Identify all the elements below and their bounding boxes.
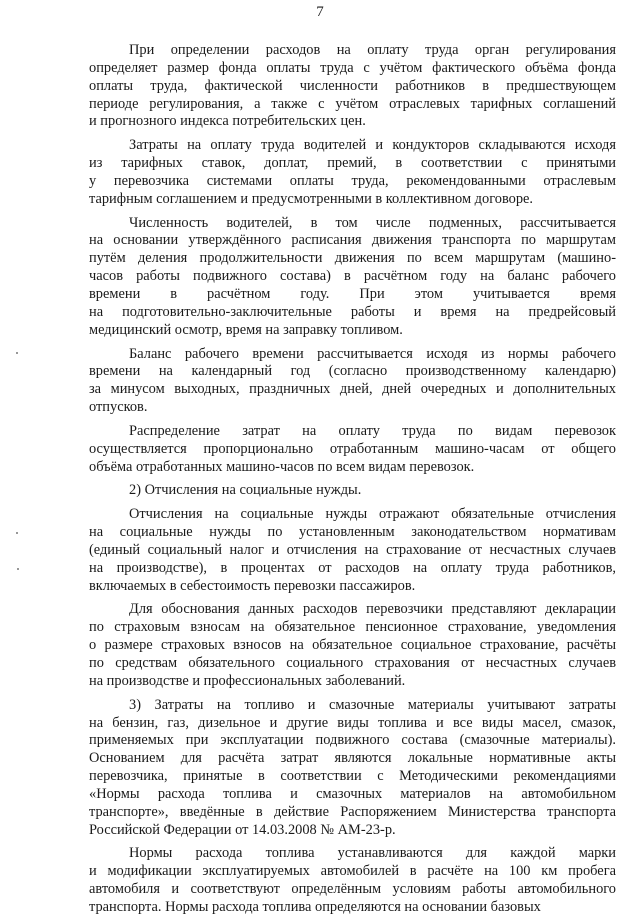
text-line: транспорте», введённые в действие Распоряжением Министерства транспорта <box>89 803 616 820</box>
scan-speck <box>16 352 18 354</box>
text-line: Основанием для расчёта затрат являются локальные нормативные акты <box>89 750 616 767</box>
text-line: часов работы подвижного состава) в расчётном году на баланс рабочего <box>89 268 616 285</box>
paragraph <box>89 42 616 131</box>
text-line: на подготовительно-заключительные работы и время на предрейсовый <box>89 303 616 320</box>
text-line: путём деления продолжительности движения по всем маршрутам (машино- <box>89 250 616 267</box>
text-line: на основании утверждённого расписания движения транспорта по маршрутам <box>89 232 616 249</box>
text-line: Распределение затрат на оплату труда по видам перевозок <box>129 422 616 439</box>
text-line: «Нормы расхода топлива и смазочных материалов на автомобильном <box>89 785 616 802</box>
text-line: автомобиля и соответствуют определённым условиям работы автомобильного <box>89 881 616 898</box>
text-line: объёма отработанных машино-часов по всем видам перевозок. <box>89 458 475 475</box>
text-line: и модификации эксплуатируемых автомобилей в расчёте на 100 км пробега <box>89 863 616 880</box>
text-line: у перевозчика системами оплаты труда, рекомендованными отраслевым <box>89 172 616 189</box>
paragraph <box>89 137 616 208</box>
text-line: 3) Затраты на топливо и смазочные материалы учитывают затраты <box>129 696 616 713</box>
text-line: применяемых при эксплуатации подвижного состава (смазочные материалы). <box>89 732 616 749</box>
text-line: из тарифных ставок, доплат, премий, в соответствии с принятыми <box>89 155 616 172</box>
paragraph <box>89 601 616 690</box>
text-line: времени в расчётном году. При этом учитывается время <box>89 285 616 302</box>
paragraph <box>89 506 616 595</box>
paragraph <box>89 346 616 417</box>
text-line: по страховым взносам на обязательное пенсионное страхование, уведомления <box>89 619 616 636</box>
document-body <box>89 42 616 917</box>
paragraph <box>89 845 616 916</box>
text-line: Численность водителей, в том числе подменных, рассчитывается <box>129 214 616 231</box>
scan-speck <box>17 568 19 570</box>
text-line: о размере страховых взносов на обязательное социальное страхование, расчёты <box>89 637 616 654</box>
paragraph <box>89 423 616 477</box>
text-line: осуществляется пропорционально отработанным машино-часам от общего <box>89 440 616 457</box>
text-line: Нормы расхода топлива устанавливаются для каждой марки <box>129 845 616 862</box>
text-line: и прогнозного индекса потребительских цен. <box>89 113 366 130</box>
text-line: Для обоснования данных расходов перевозчики представляют декларации <box>129 601 616 618</box>
paragraph <box>89 482 616 500</box>
text-line: за минусом выходных, праздничных дней, дней очередных и дополнительных <box>89 381 616 398</box>
paragraph <box>89 215 616 340</box>
text-line: на производстве и профессиональных заболеваний. <box>89 672 406 689</box>
text-line: на производстве), в процентах от расходов на оплату труда работников, <box>89 559 616 576</box>
paragraph <box>89 697 616 840</box>
text-line: тарифным соглашением и предусмотренными в коллективном договоре. <box>89 190 534 207</box>
text-line: Отчисления на социальные нужды отражают обязательные отчисления <box>129 506 616 523</box>
text-line: оплаты труда, фактической численности работников в предшествующем <box>89 77 616 94</box>
text-line: времени на календарный год (согласно производственному календарю) <box>89 363 616 380</box>
text-line: на социальные нужды по установленным законодательством нормативам <box>89 524 616 541</box>
text-line: Затраты на оплату труда водителей и кондукторов складываются исходя <box>129 137 616 154</box>
text-line: перевозчика, принятые в соответствии с Методическими рекомендациями <box>89 768 616 785</box>
text-line: периоде регулирования, а также с учётом отраслевых тарифных соглашений <box>89 95 616 112</box>
text-line: отпусков. <box>89 399 148 416</box>
text-line: При определении расходов на оплату труда орган регулирования <box>129 42 616 58</box>
text-line: по средствам обязательного социального страхования от несчастных случаев <box>89 655 616 671</box>
text-line: транспорта. Нормы расхода топлива определяются на основании базовых <box>89 898 541 915</box>
text-line: медицинский осмотр, время на заправку топливом. <box>89 321 403 338</box>
text-line: 2) Отчисления на социальные нужды. <box>129 482 362 499</box>
text-line: Российской Федерации от 14.03.2008 № АМ-23-р. <box>89 821 396 838</box>
text-line: включаемых в себестоимость перевозки пассажиров. <box>89 577 416 594</box>
text-line: Баланс рабочего времени рассчитывается исходя из нормы рабочего <box>129 345 616 362</box>
text-line: на бензин, газ, дизельное и другие виды топлива и все виды масел, смазок, <box>89 714 616 731</box>
page-number: 7 <box>316 4 324 20</box>
text-line: (единый социальный налог и отчисления на страхование от несчастных случаев <box>89 541 616 558</box>
scan-speck <box>16 532 18 534</box>
text-line: определяет размер фонда оплаты труда с учётом фактического объёма фонда <box>89 59 616 76</box>
